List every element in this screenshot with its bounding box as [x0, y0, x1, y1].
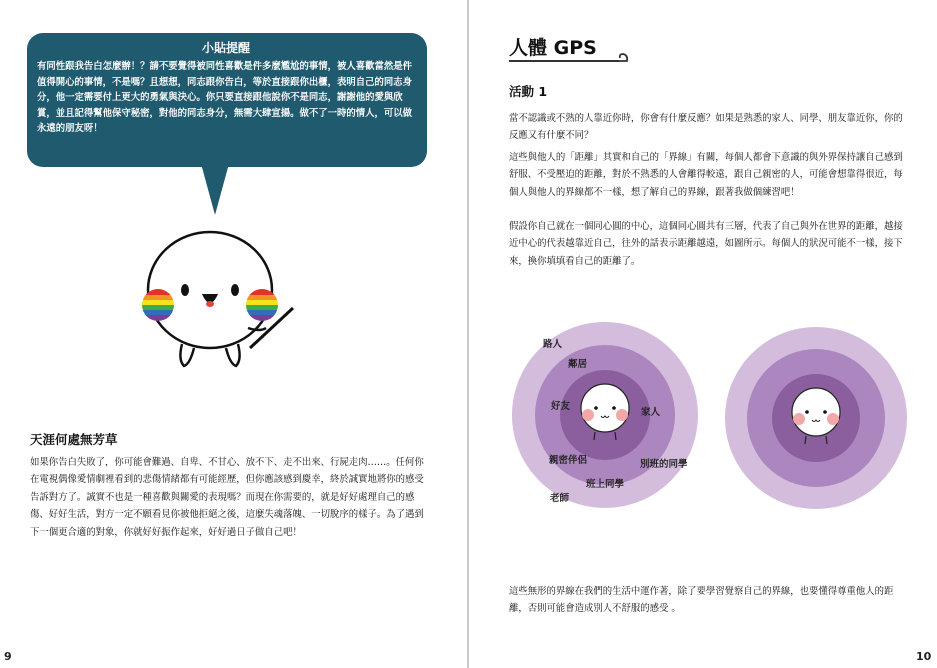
distance-circles-blank — [724, 326, 908, 510]
paragraph-3: 假設你自己就在一個同心圓的中心，這個同心圓共有三層，代表了自己與外在世界的距離，越接近中心的代表越靠近自己，往外的話表示距離越遠，如圖所示。每個人的狀況可能不一樣，接下來，換你填填看自己的距離了。 — [509, 221, 903, 267]
tip-text: 有同性跟我告白怎麼辦！？請不要覺得被同性喜歡是件多麼尷尬的事情，被人喜歡當然是件值得開心的事情，不是嗎？且想想，同志跟你告白，等於直接跟你出櫃，表明自己的同志身分，他一定需要付上更大的勇氣與決心。你只要直接跟他說你不是同志，謝謝他的愛與欣賞，並且記得幫他保守秘密，對他的同志身分，無需大肆宣揚。做不了一時的情人，可以做永遠的朋友呀！ — [37, 61, 413, 135]
tip-bubble — [27, 33, 427, 167]
book-spine — [467, 0, 469, 668]
paragraph-2: 這些與他人的「距離」其實和自己的「界線」有關，每個人都會下意識的與外界保持讓自己感到舒服、不受壓迫的距離，對於不熟悉的人會離得較遠，跟自己親密的人，可能會想靠得很近，每個人與他人的界線都不一樣，想了解自己的界線，跟著我做個練習吧！ — [509, 152, 903, 198]
label-stranger: 路人 — [543, 339, 563, 350]
paragraph-1: 當不認識或不熟的人靠近你時，你會有什麼反應？如果是熟悉的家人、同學、朋友靠近你，你的反應又有什麼不同？ — [509, 113, 903, 142]
bottom-text: 這些無形的界線在我們的生活中運作著，除了要學習覺察自己的界線，也要懂得尊重他人的距離，否則可能會造成別人不舒服的感受 。 — [509, 586, 894, 615]
label-family: 家人 — [641, 407, 661, 418]
section-text: 如果你告白失敗了，你可能會難過、自卑、不甘心、放不下、走不出來、行屍走肉……。任何你在電視偶像愛情劇裡看到的悲傷情緒都有可能經歷，但你應該感到慶幸，終於誠實地將你的感受告訴對方了。誠實不也是一種喜歡與關愛的表現嗎？而現在你需要的，就是好好處理自己的感傷、好好生活，對方一定不願看見你被他拒絕之後，這麼失魂落魄、一切脫序的樣子。為了遇到下一個更合適的對象，你就好好振作起來，好好過日子做自己吧！ — [30, 457, 424, 538]
label-classmate: 班上同學 — [586, 479, 625, 490]
label-other-class: 別班的同學 — [640, 459, 688, 470]
title-hook-icon — [614, 48, 630, 64]
page-number-left: 9 — [4, 650, 12, 663]
label-teacher: 老師 — [550, 493, 570, 504]
label-friend: 好友 — [551, 401, 571, 412]
title-underline — [509, 60, 619, 62]
bubble-tail — [195, 160, 235, 220]
page-title: 人體 GPS — [509, 37, 597, 59]
label-neighbor: 鄰居 — [568, 359, 588, 370]
section-title: 天涯何處無芳草 — [30, 432, 118, 447]
page-number-right: 10 — [916, 650, 932, 663]
activity-title: 活動 1 — [509, 84, 548, 99]
label-partner: 親密伴侶 — [549, 455, 588, 466]
mascot-rainbow-icon — [138, 220, 298, 380]
tip-title: 小貼提醒 — [201, 41, 250, 55]
